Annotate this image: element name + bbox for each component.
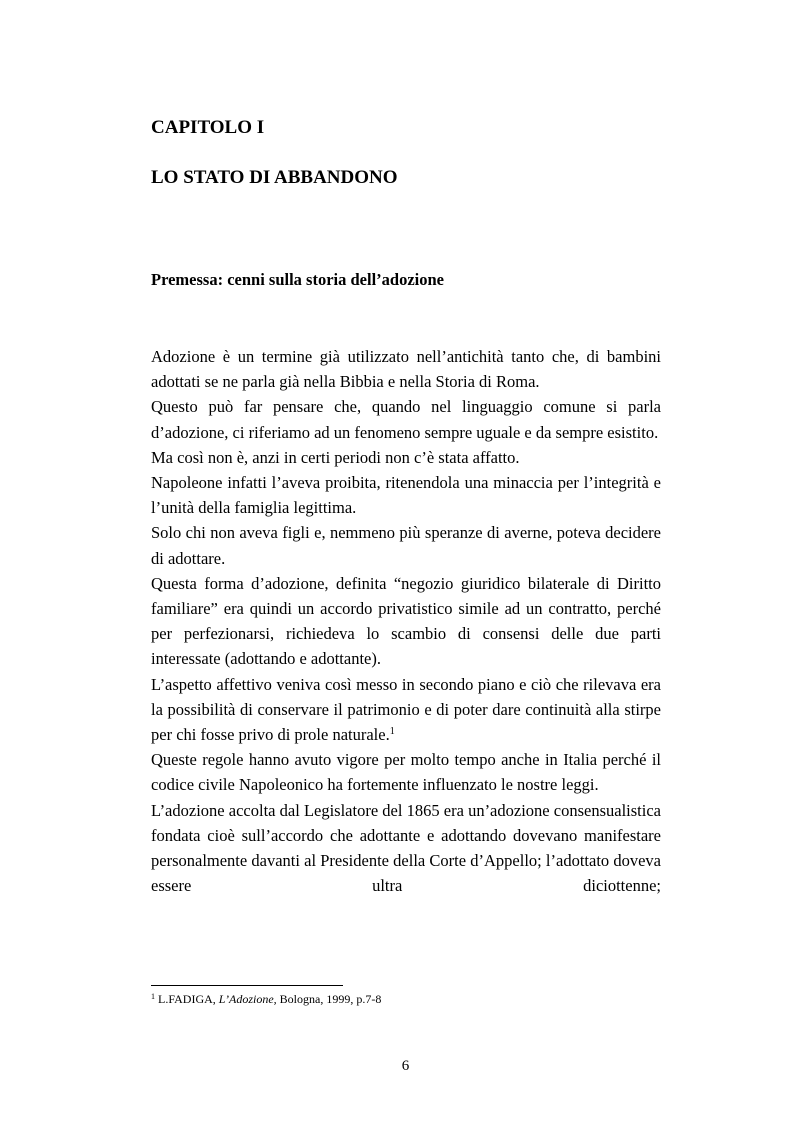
footnote-reference[interactable]: 1 bbox=[389, 726, 395, 738]
footnote-title: L’Adozione, bbox=[218, 992, 277, 1006]
paragraph-2: Questo può far pensare che, quando nel linguaggio comune si parla d’adozione, ci riferiamo ad un fenomeno sempre uguale e da sempre esistito. bbox=[151, 397, 661, 442]
paragraph-3: Ma così non è, anzi in certi periodi non c’è stata affatto. bbox=[151, 447, 520, 467]
chapter-title: LO STATO DI ABBANDONO bbox=[151, 167, 398, 188]
paragraph-1: Adozione è un termine già utilizzato nell’antichità tanto che, di bambini adottati se ne parla già nella Bibbia e nella Storia di Roma. bbox=[151, 347, 661, 392]
body-text bbox=[151, 344, 661, 898]
footnote-details: Bologna, 1999, p.7-8 bbox=[276, 992, 382, 1006]
paragraph-7 bbox=[151, 672, 661, 748]
paragraph-7-text: L’aspetto affettivo veniva così messo in secondo piano e ciò che rilevava era la possibilità di conservare il patrimonio e di poter dare continuità alla stirpe per chi fosse privo di prole naturale. bbox=[151, 674, 661, 745]
footnote-author: L.FADIGA, bbox=[155, 992, 219, 1006]
footnote-marker: 1 bbox=[151, 992, 155, 1001]
footnote bbox=[151, 991, 381, 1007]
paragraph-4: Napoleone infatti l’aveva proibita, ritenendola una minaccia per l’integrità e l’unità della famiglia legittima. bbox=[151, 473, 661, 518]
paragraph-9: L’adozione accolta dal Legislatore del 1865 era un’adozione consensualistica fondata cioè sull’accordo che adottante e adottando dovevano manifestare personalmente davanti al Presidente della Corte d’Appello; l’adottato doveva essere ultra diciottenne; bbox=[151, 800, 661, 896]
paragraph-5: Solo chi non aveva figli e, nemmeno più speranze di averne, poteva decidere di adottare. bbox=[151, 523, 661, 568]
paragraph-8: Queste regole hanno avuto vigore per molto tempo anche in Italia perché il codice civile Napoleonico ha fortemente influenzato le nostre leggi. bbox=[151, 750, 661, 795]
footnote-separator bbox=[151, 985, 343, 986]
chapter-label: CAPITOLO I bbox=[151, 117, 265, 138]
page-number: 6 bbox=[401, 1058, 410, 1074]
section-heading: Premessa: cenni sulla storia dell’adozione bbox=[151, 270, 445, 289]
paragraph-6: Questa forma d’adozione, definita “negozio giuridico bilaterale di Diritto familiare” era quindi un accordo privatistico simile ad un contratto, perché per perfezionarsi, richiedeva lo scambio di consensi delle due parti interessate (adottando e adottante). bbox=[151, 573, 661, 669]
